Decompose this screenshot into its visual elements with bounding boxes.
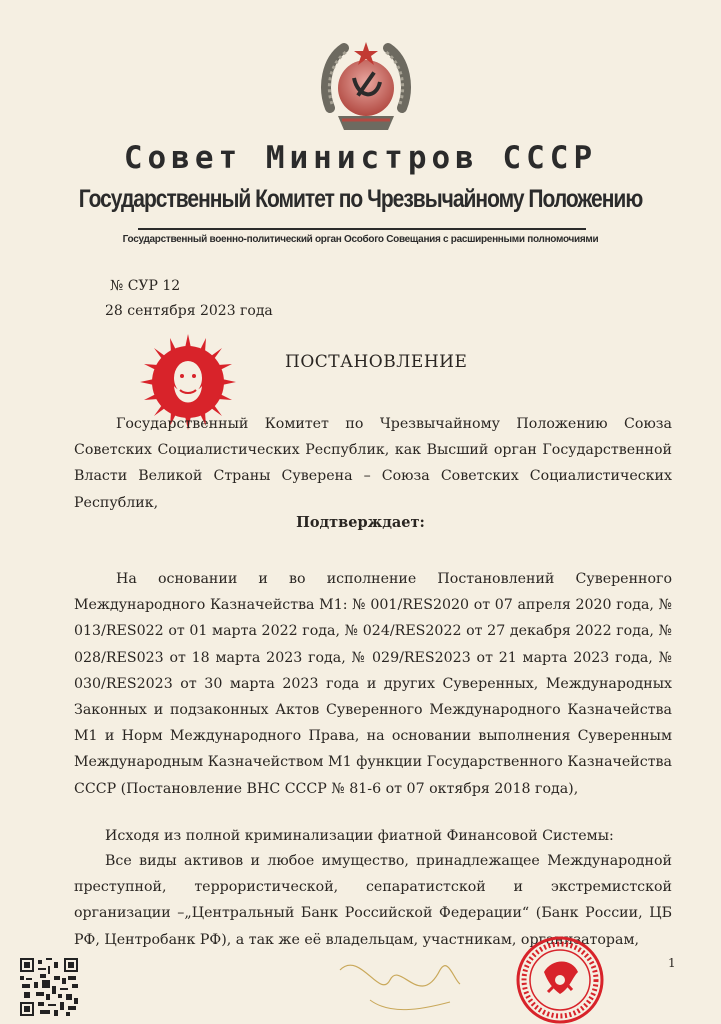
header-subtitle: Государственный военно-политический орган Особого Совещания с расширенными полномочиями <box>122 234 599 245</box>
confirms-heading: Подтверждает: <box>296 514 425 531</box>
page-number: 1 <box>668 956 676 970</box>
qr-code-icon <box>20 958 78 1016</box>
document-date: 28 сентября 2023 года <box>105 303 273 319</box>
document-title: ПОСТАНОВЛЕНИЕ <box>285 352 468 372</box>
assets-paragraph: Все виды активов и любое имущество, принадлежащее Международной преступной, террористической, сепаратистской и экстремистской организации –„Центральный Банк Российской Федерации“ (Банк России, ЦБ РФ, Центробанк РФ), а так же её владельцам, участникам, организаторам, <box>74 853 672 948</box>
basis-paragraph: На основании и во исполнение Постановлений Суверенного Международного Казначейства М1: № 001/RES2020 от 07 апреля 2020 года, № 013/RES022 от 01 марта 2022 года, № 024/RES2022 от 27 декабря 2022 года, № 028/RES023 от 18 марта 2023 года, № 029/RES2023 от 21 марта 2023 года, № 030/RES2023 от 30 марта 2023 года и других Суверенных, Международных Законных и подзаконных Актов Суверенного Международного Казначейства М1 и Норм Международного Права, на основании выполнения Суверенным Международным Казначейством М1 функции Государственного Казначейства СССР (Постановление ВНС СССР № 81-6 от 07 октября 2018 года), <box>74 571 672 797</box>
committee-heading: Государственный Комитет по Чрезвычайному Положению <box>78 185 643 213</box>
intro-paragraph: Государственный Комитет по Чрезвычайному Положению Союза Советских Социалистических Республик, как Высший орган Государственной Власти Великой Страны Суверена – Союза Советских Социалистических Республик, <box>74 416 672 511</box>
proceeding-paragraph: Исходя из полной криминализации фиатной Финансовой Системы: <box>105 828 614 844</box>
header-divider <box>138 228 586 230</box>
council-heading: Совет Министров СССР <box>123 140 598 176</box>
document-number: № СУР 12 <box>110 278 181 294</box>
signature-icon <box>330 940 470 1020</box>
ussr-emblem-icon <box>318 38 414 138</box>
round-seal-icon <box>512 932 608 1024</box>
